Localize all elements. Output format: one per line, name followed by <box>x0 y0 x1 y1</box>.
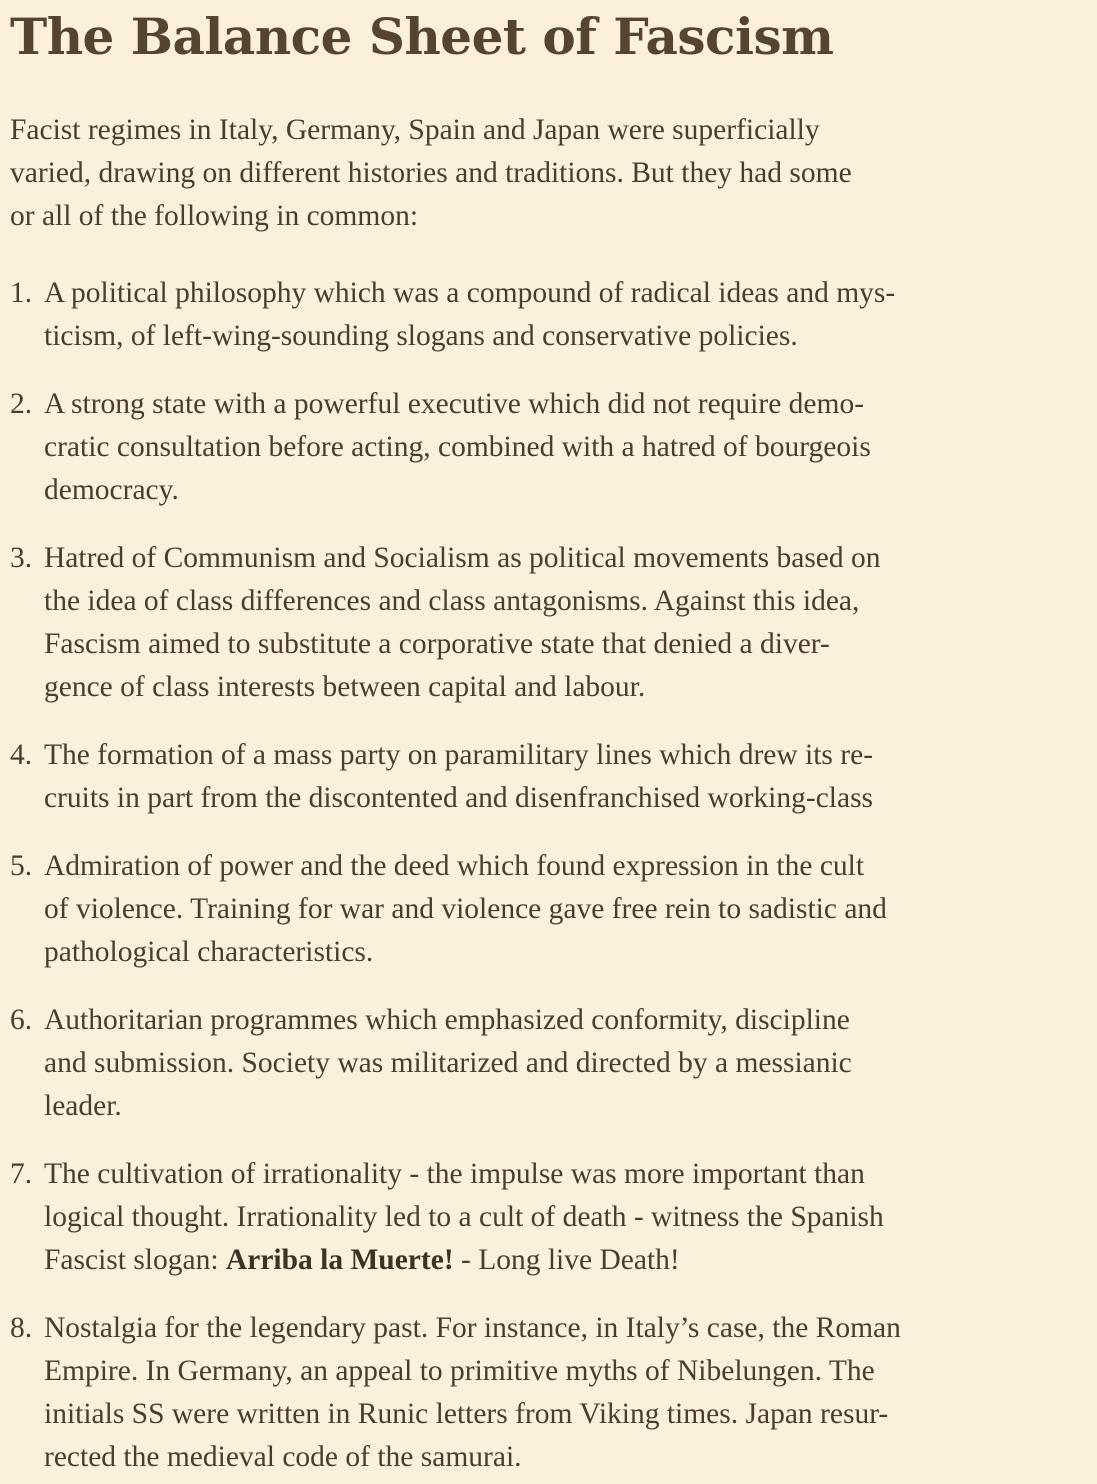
list-item-line: cruits in part from the discontented and disenfranchised working-class <box>44 782 874 814</box>
list-item-line: Authoritarian programmes which emphasized conformity, discipline <box>44 1004 850 1036</box>
list-item-line: cratic consultation before acting, combined with a hatred of bourgeois <box>44 431 871 463</box>
list-item-line: The cultivation of irrationality - the impulse was more important than <box>44 1158 865 1190</box>
list-item-line: ticism, of left-wing-sounding slogans and conservative policies. <box>44 320 798 352</box>
list-item-line: democracy. <box>44 474 179 506</box>
list-item-line: A political philosophy which was a compound of radical ideas and mys- <box>44 277 896 309</box>
list-item-number: 7. <box>10 1158 33 1190</box>
list-item-line: Nostalgia for the legendary past. For instance, in Italy’s case, the Roman <box>44 1312 901 1344</box>
list-item <box>10 383 1097 512</box>
list-item <box>10 999 1097 1128</box>
list-item-line: gence of class interests between capital and labour. <box>44 671 646 703</box>
list-item <box>10 845 1097 974</box>
list-item-line: Empire. In Germany, an appeal to primitive myths of Nibelungen. The <box>44 1355 875 1387</box>
list-item <box>10 1307 1097 1479</box>
list-item-line: initials SS were written in Runic letters from Viking times. Japan resur- <box>44 1398 889 1430</box>
intro-paragraph <box>10 109 1097 238</box>
list-item-line: rected the medieval code of the samurai. <box>44 1441 522 1473</box>
intro-line: varied, drawing on different histories and traditions. But they had some <box>10 157 852 189</box>
page-title: The Balance Sheet of Fascism <box>10 7 834 66</box>
list-item-line: Fascism aimed to substitute a corporative state that denied a diver- <box>44 628 830 660</box>
list-item <box>10 272 1097 358</box>
list-item-number: 3. <box>10 542 33 574</box>
list-item-line: and submission. Society was militarized and directed by a messianic <box>44 1047 852 1079</box>
list-item-number: 5. <box>10 850 33 882</box>
list-item-line: Admiration of power and the deed which found expression in the cult <box>44 850 865 882</box>
slogan-translation-text: - Long live Death! <box>453 1244 680 1276</box>
list-item-line: A strong state with a powerful executive which did not require demo- <box>44 388 865 420</box>
list-item-line: the idea of class differences and class antagonisms. Against this idea, <box>44 585 860 617</box>
intro-line: or all of the following in common: <box>10 200 419 232</box>
slogan-lead-text: Fascist slogan: <box>44 1244 226 1276</box>
list-item-number: 2. <box>10 388 33 420</box>
intro-line: Facist regimes in Italy, Germany, Spain and Japan were superficially <box>10 114 820 146</box>
list-item-line: pathological characteristics. <box>44 936 374 968</box>
list-item-line: The formation of a mass party on paramilitary lines which drew its re- <box>44 739 874 771</box>
list-item <box>10 1153 1097 1282</box>
list-item-line: of violence. Training for war and violence gave free rein to sadistic and <box>44 893 887 925</box>
list-item <box>10 734 1097 820</box>
list-item-number: 4. <box>10 739 33 771</box>
list-item-number: 1. <box>10 277 33 309</box>
list-item-line: leader. <box>44 1090 122 1122</box>
slogan-text: Arriba la Muerte! <box>225 1244 454 1276</box>
points-list <box>10 272 1097 1479</box>
list-item-number: 8. <box>10 1312 33 1344</box>
list-item-line <box>44 1239 1097 1282</box>
list-item-line: Hatred of Communism and Socialism as political movements based on <box>44 542 881 574</box>
list-item <box>10 537 1097 709</box>
list-item-number: 6. <box>10 1004 33 1036</box>
list-item-line: logical thought. Irrationality led to a cult of death - witness the Spanish <box>44 1201 884 1233</box>
